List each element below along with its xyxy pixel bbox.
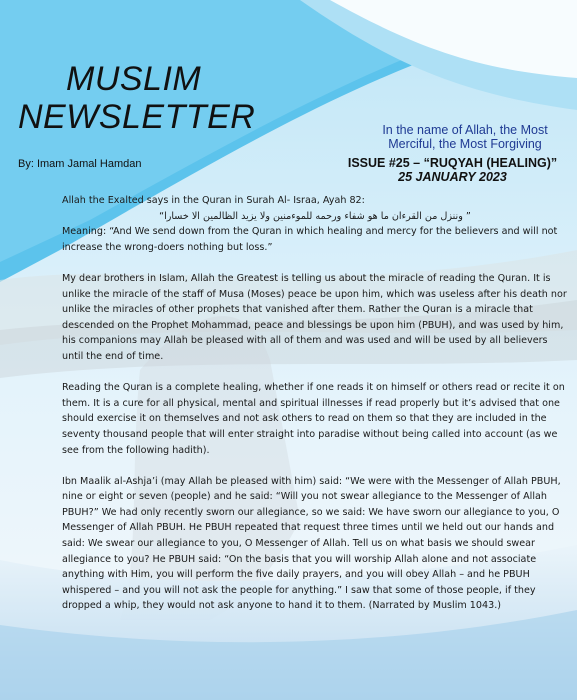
title-line-2: NEWSLETTER <box>18 98 256 136</box>
issue-heading <box>330 156 575 184</box>
basmala-text <box>360 123 570 151</box>
issue-number: ISSUE #25 – “RUQYAH (HEALING)” <box>347 156 558 170</box>
intro-sentence: Allah the Exalted says in the Quran in Surah Al- Israa, Ayah 82: <box>62 195 365 206</box>
title-line-1: MUSLIM <box>66 60 202 98</box>
arabic-verse: ” وننزل من القرءان ما هو شفاء ورحمه للموءمنين ولا يزيد الظالمين الا خسارا“ <box>159 210 471 222</box>
article-body <box>62 193 568 630</box>
newsletter-title <box>18 60 255 136</box>
author-byline: By: Imam Jamal Hamdan <box>18 158 142 170</box>
paragraph-3: Ibn Maalik al-Ashja’i (may Allah be pleased with him) said: “We were with the Messenger of Allah PBUH, nine or eight or seven (people) and he said: “Will you not swear allegiance to the Messenger of Allah PBUH?” We had only recently sworn our allegiance, so we said: We have sworn our allegiance to you, O Messenger of Allah PBUH. He PBUH repeated that request three times until we held out our hands and said: We swear our allegiance to you, O Messenger of Allah. Tell us on what basis we should swear allegiance to you? He PBUH said: “On the basis that you will worship Allah alone and not associate anything with Him, you will perform the five daily prayers, and you will obey Allah – and he PBUH whispered – and you will not ask the people for anything.” I saw that some of those people, if they dropped a whip, they would not ask anyone to hand it to them. (Narrated by Muslim 1043.) <box>62 475 561 612</box>
basmala-line-1: In the name of Allah, the Most <box>382 123 548 137</box>
paragraph-1: My dear brothers in Islam, Allah the Greatest is telling us about the miracle of reading the Quran. It is unlike the miracle of the staff of Musa (Moses) peace be upon him, which was useless after his death nor unlike the miracles of other prophets that vanished after them. Rather the Quran is a miracle that descended on the Prophet Mohammad, peace and blessings be upon him (PBUH), and was used by him, his companions may Allah be pleased with all of them and was used and will be used by all believers until the end of time. <box>62 272 567 362</box>
paragraph-2: Reading the Quran is a complete healing, whether if one reads it on himself or others read or recite it on them. It is a cure for all physical, mental and spiritual illnesses if read properly but it’s advised that one should exercise it on themselves and not ask others to read on them so that they are included in the seventy thousand people that will enter straight into paradise without being called into account (as we see from the following hadith). <box>62 382 565 456</box>
intro-text <box>62 193 568 224</box>
verse-meaning: Meaning: “And We send down from the Quran in which healing and mercy for the believers and will not increase the wrong-doers nothing but loss.” <box>62 226 558 253</box>
basmala-line-2: Merciful, the Most Forgiving <box>388 137 542 151</box>
issue-date: 25 JANUARY 2023 <box>398 170 507 184</box>
